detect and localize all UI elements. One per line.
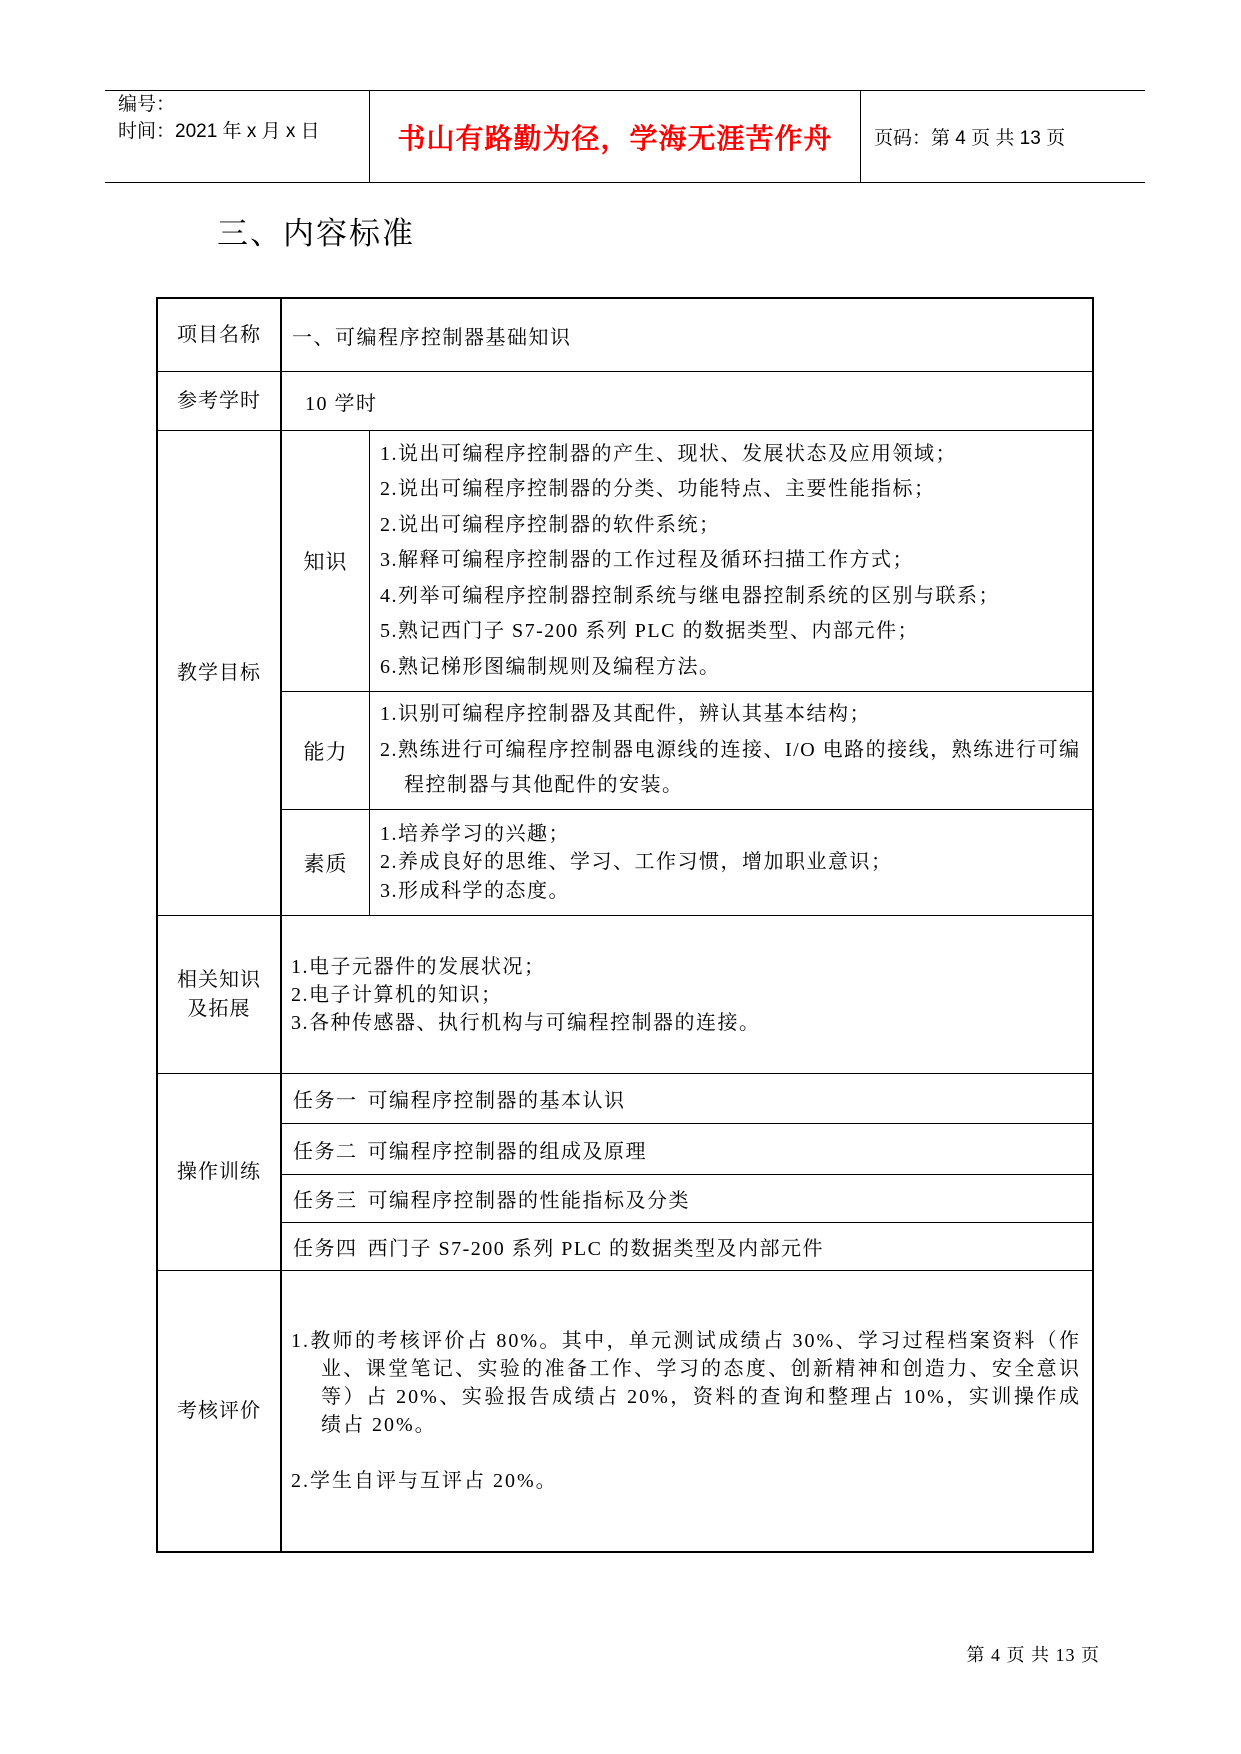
project-name-text: 一、可编程序控制器基础知识 (292, 326, 572, 349)
training-task-row (282, 1124, 1092, 1174)
training-task-name: 可编程序控制器的性能指标及分类 (367, 1190, 690, 1212)
assessment-content (282, 1271, 1092, 1551)
related-knowledge-label-line: 及拓展 (187, 997, 251, 1020)
related-knowledge-label-line: 相关知识 (177, 968, 261, 991)
related-knowledge-item: 2.电子计算机的知识； (291, 983, 503, 1006)
training-task-row (282, 1074, 1092, 1123)
document-number-label: 编号： (118, 94, 176, 115)
header-page-info: 页码：第 4 页 共 13 页 (874, 128, 1066, 149)
quality-item: 3.形成科学的态度。 (380, 879, 570, 902)
quality-list (370, 810, 1092, 915)
ability-item: 2.熟练进行可编程序控制器电源线的连接、I/O 电路的接线，熟练进行可编程控制器与其他配件的安装。 (380, 738, 1081, 797)
knowledge-item: 5.熟记西门子 S7-200 系列 PLC 的数据类型、内部元件； (380, 620, 919, 643)
assessment-item: 2.学生自评与互评占 20%。 (291, 1470, 558, 1492)
knowledge-item: 1.说出可编程序控制器的产生、现状、发展状态及应用领域； (380, 442, 957, 465)
content-standard-table (156, 297, 1094, 1553)
footer-page-number: 第 4 页 共 13 页 (966, 1645, 1100, 1665)
assessment-item: 1.教师的考核评价占 80%。其中，单元测试成绩占 30%、学习过程档案资料（作业、课堂笔记、实验的准备工作、学习的态度、创新精神和创造力、安全意识等）占 20%、实验报告成绩占 20%，资料的查询和整理占 10%，实训操作成绩占 20%。 (291, 1330, 1081, 1436)
reference-hours-value (282, 372, 1092, 430)
related-knowledge-label (158, 916, 281, 1073)
project-name-label-text: 项目名称 (177, 323, 261, 346)
operation-training-label (158, 1074, 281, 1270)
training-task-name: 可编程序控制器的组成及原理 (367, 1140, 647, 1163)
project-name-label (158, 299, 281, 371)
knowledge-item: 3.解释可编程序控制器的工作过程及循环扫描工作方式； (380, 549, 914, 572)
training-task-row (282, 1223, 1092, 1270)
teaching-objectives-label (158, 431, 281, 915)
knowledge-label-text: 知识 (303, 550, 348, 574)
teaching-objectives-label-text: 教学目标 (177, 661, 261, 684)
reference-hours-text: 10 学时 (305, 392, 378, 415)
training-task-name: 西门子 S7-200 系列 PLC 的数据类型及内部元件 (367, 1238, 824, 1260)
ability-label (282, 692, 369, 809)
knowledge-item: 2.说出可编程序控制器的分类、功能特点、主要性能指标； (380, 478, 936, 501)
knowledge-item: 2.说出可编程序控制器的软件系统； (380, 513, 721, 536)
training-task-name: 可编程序控制器的基本认识 (367, 1090, 626, 1112)
quality-label (282, 810, 369, 915)
assessment-label-text: 考核评价 (177, 1399, 261, 1422)
knowledge-item: 4.列举可编程序控制器控制系统与继电器控制系统的区别与联系； (380, 584, 1000, 607)
knowledge-list (370, 431, 1092, 691)
operation-training-label-text: 操作训练 (177, 1160, 261, 1183)
header-motto: 书山有路勤为径，学海无涯苦作舟 (397, 123, 833, 155)
ability-list (370, 692, 1092, 809)
reference-hours-label-text: 参考学时 (177, 389, 261, 412)
quality-item: 1.培养学习的兴趣； (380, 822, 570, 845)
project-name-value (282, 299, 1092, 371)
related-knowledge-list (282, 916, 1092, 1073)
page-header (105, 90, 1145, 183)
header-left-cell (105, 91, 370, 182)
training-task-id: 任务一 (293, 1090, 358, 1112)
training-task-id: 任务三 (293, 1190, 358, 1212)
related-knowledge-item: 3.各种传感器、执行机构与可编程控制器的连接。 (291, 1011, 761, 1034)
ability-label-text: 能力 (303, 739, 348, 764)
training-task-row (282, 1175, 1092, 1222)
knowledge-label (282, 431, 369, 691)
section-title: 三、内容标准 (217, 216, 415, 252)
training-task-id: 任务四 (293, 1238, 358, 1260)
ability-item: 1.识别可编程序控制器及其配件，辨认其基本结构； (380, 703, 871, 726)
quality-label-text: 素质 (303, 851, 348, 876)
reference-hours-label (158, 372, 281, 430)
assessment-label (158, 1271, 281, 1551)
document-date: 时间：2021 年 x 月 x 日 (118, 121, 320, 142)
related-knowledge-item: 1.电子元器件的发展状况； (291, 955, 546, 978)
knowledge-item: 6.熟记梯形图编制规则及编程方法。 (380, 655, 721, 678)
header-center-cell (370, 91, 861, 182)
header-right-cell (861, 91, 1145, 182)
quality-item: 2.养成良好的思维、学习、工作习惯，增加职业意识； (380, 851, 893, 874)
training-task-id: 任务二 (293, 1140, 358, 1163)
